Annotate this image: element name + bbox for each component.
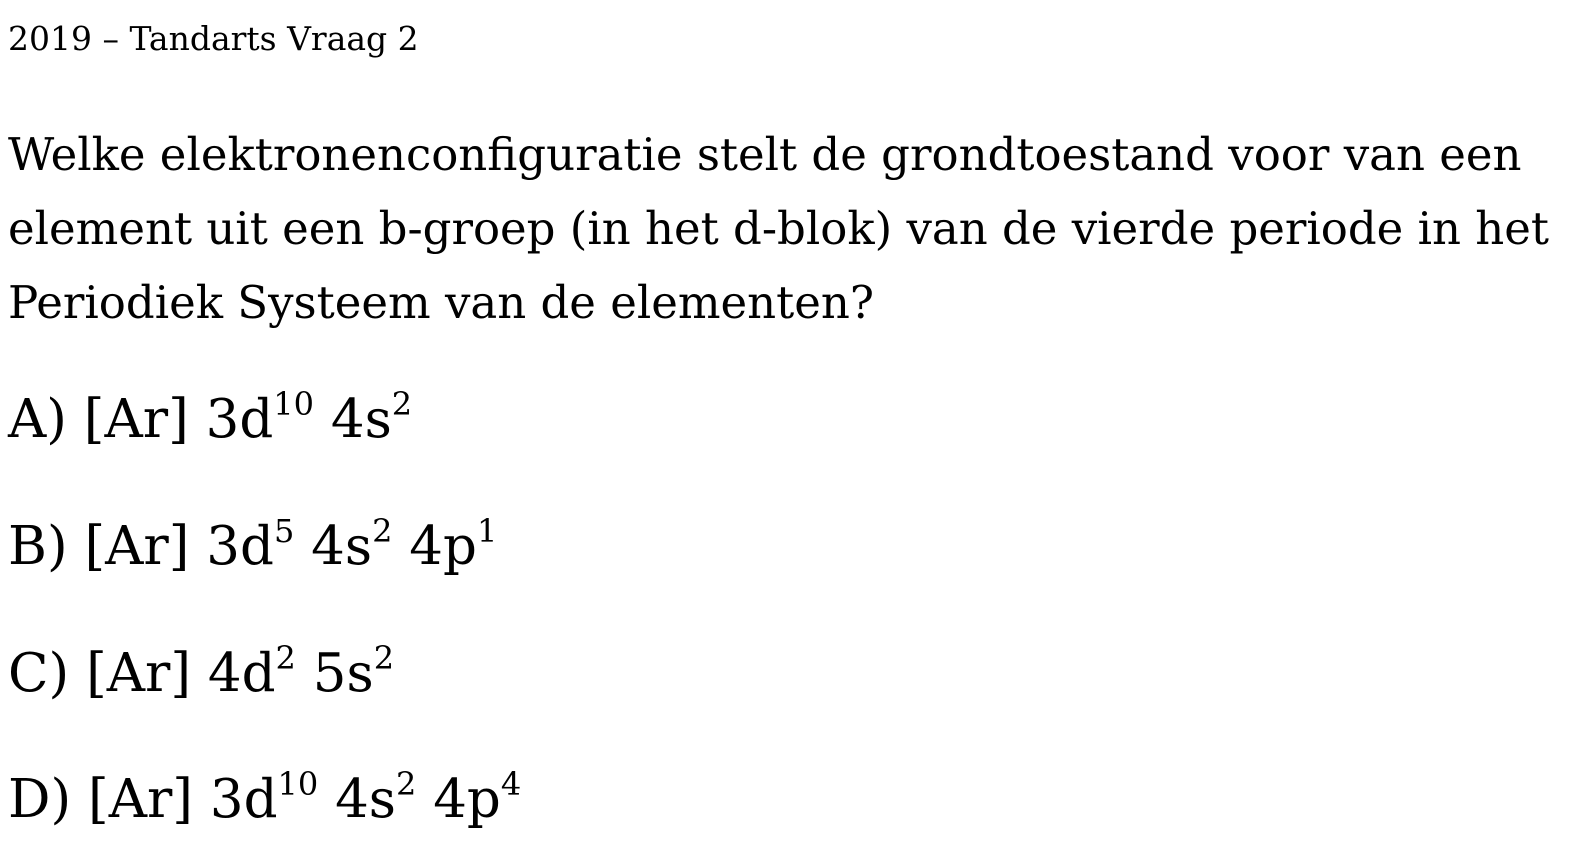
answer-option-a bbox=[8, 385, 413, 452]
orbital-base: 3d bbox=[206, 516, 274, 577]
answer-option-d bbox=[8, 765, 522, 832]
orbital-exponent: 2 bbox=[391, 385, 413, 423]
option-prefix: C) [Ar] bbox=[8, 643, 208, 704]
orbital-exponent: 1 bbox=[476, 512, 498, 550]
orbital-base: 4p bbox=[416, 769, 501, 830]
question-line: element uit een b-groep (in het d-blok) van de vierde periode in het bbox=[8, 202, 1549, 255]
orbital-exponent: 2 bbox=[372, 512, 393, 550]
orbital-exponent: 2 bbox=[373, 639, 395, 677]
option-prefix: D) [Ar] bbox=[8, 769, 210, 830]
orbital-base: 3d bbox=[205, 389, 274, 450]
orbital-exponent: 5 bbox=[273, 512, 295, 550]
orbital-base: 4p bbox=[392, 516, 477, 577]
orbital-exponent: 10 bbox=[273, 385, 314, 423]
question-line: Welke elektronenconfiguratie stelt de grondtoestand voor van een bbox=[8, 128, 1522, 181]
orbital-base: 4d bbox=[207, 643, 276, 704]
orbital-base: 3d bbox=[209, 769, 278, 830]
orbital-base: 5s bbox=[295, 643, 374, 704]
answer-option-c bbox=[8, 639, 395, 706]
document-header: 2019 – Tandarts Vraag 2 bbox=[8, 19, 419, 58]
orbital-exponent: 2 bbox=[275, 639, 296, 677]
answer-option-b bbox=[8, 512, 498, 579]
option-prefix: B) [Ar] bbox=[8, 516, 207, 577]
orbital-base: 4s bbox=[314, 389, 392, 450]
orbital-base: 4s bbox=[294, 516, 373, 577]
option-prefix: A) [Ar] bbox=[8, 389, 206, 450]
orbital-base: 4s bbox=[318, 769, 396, 830]
orbital-exponent: 2 bbox=[396, 765, 417, 803]
orbital-exponent: 10 bbox=[277, 765, 319, 803]
question-line: Periodiek Systeem van de elementen? bbox=[8, 276, 874, 329]
question-text bbox=[8, 118, 1564, 340]
orbital-exponent: 4 bbox=[500, 765, 522, 803]
